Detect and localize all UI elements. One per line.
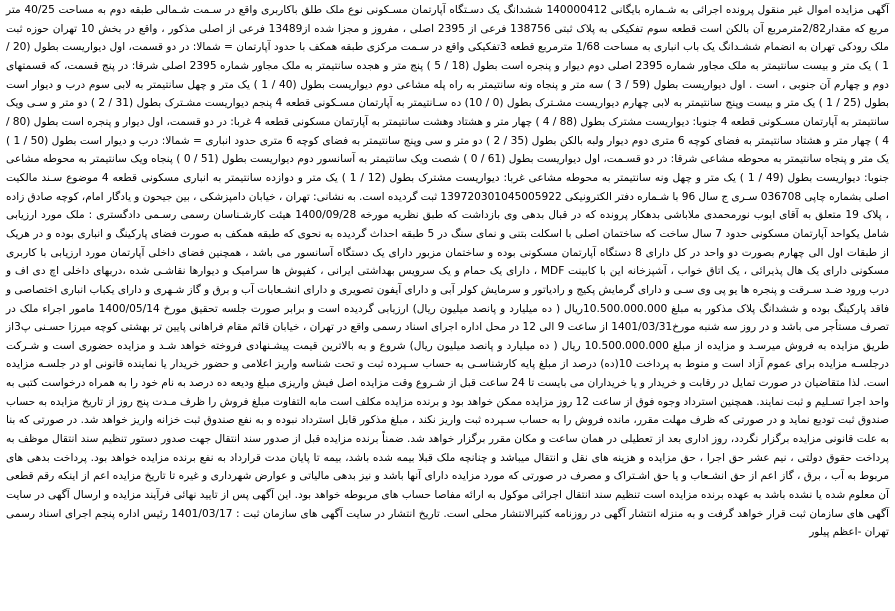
auction-notice-text: آگهی مزایده اموال غیر منقول پرونده اجرائی به شـماره بایگانی 140000412 ششدانگ یک دسـتگاه آپارتمان مسـکونی نوع ملک طلق باکاربری واقع در سـمت شـمالی طبقه دوم به مساحت 40/25 متر مربع که مقدار2/82مترمربع آن بالکن است قطعه سوم تفکیکی به پلاک ثبتی 138756 فرعی از 2395 اصلی ، مفروز و مجزا شده از13489 فرعی از اصلی مذکور ، واقع در بخش 10 تهران حوزه ثبت ملک رودکی تهران به انضمام ششـدانگ یک باب انباری به مساحت 1/68 مترمربع قطعه 3تفکیکی واقع در سـمت مرکزی طبقه همکف با حدود آپارتمان = شمالا: در دو قسمت، اول دیواریست بطول (20 / 1 ) یک متر و بیست سانتیمتر به ملک مجاور شماره 2395 اصلی دوم دیوار و پنجره است بطول (18 / 5 ) پنج متر و هجده سانتیمتر به ملک مجاور شماره 2395 اصلی شرقا: در پنج قسمت، که قسمتهای دوم و چهارم آن جنوبی ، است . اول دیواریست بطول (59 / 3 ) سه متر و پنجاه ونه سانتیمتر به راه پله مشاعی دوم دیواریست بطول (40 / 1 ) یک متر و چهل سانتیمتر به لابی سوم درب و دیوار است بطول (25 / 1 ) یک متر و بیست وپنج سانتیمتر به لابی چهارم دیواریست مشـترک بطول (0 / 10) ده سـانتیمتر به آپارتمان مسـکونی قطعه 4 پنجم دیواریست مشـترک بطول (31 / 2 ) دو متر و سـی ویک سانتیمتر به آپارتمان مسـکونی قطعه 4 جنوبا: دیواریست مشترک بطول (88 / 4 ) چهار متر و هشتاد وهشت سانتیمتر به آپارتمان مسکونی قطعه 4 غربا: در دو قسمت، اول دیوار و پنجره است بطول (80 / 4 ) چهار متر و هشتاد سانتیمتر به فضای کوچه 6 متری دوم دیوار ولبه بالکن بطول (35 / 2 ) دو متر و سی وپنج سانتیمتر به فضای کوچه 6 متری حدود انباری = شمالا: درب و دیوار است بطول (50 / 1 ) یک متر و پنجاه سانتیمتر به محوطه مشاعی شرقا: در دو قسـمت، اول دیواریست بطول (61 / 0 ) شصت ویک سانتیمتر به آسانسور دوم دیواریست بطول (51 / 0 ) پنجاه ویک سانتیمتر به محوطه مشاعی جنوبا: دیواریست بطول (49 / 1 ) یک متر و چهل ونه سانتیمتر به محوطه مشاعی غربا: دیواریست مشترک بطول (12 / 1 ) یک متر و دوازده سانتیمتر به انباری مسکونی قطعه 4 موضوع سـند مالکیت اصلی بشماره چاپی 036708 سـری ج سال 96 با شـماره دفتر الکترونیکی 139720301045005922 ثبت گردیده است. به نشانی: تهران ، خیابان دامپزشکی ، بین جیحون و یادگار امام، کوچه صادق زاده ، پلاک 19 متعلق به آقای ایوب نورمحمدی ملاباشی بدهکار پرونده که در قبال بدهی وی بازداشت که طبق نظریه مورخه 1400/09/28 هیئت کارشـناسان رسمی رسـمی دادگستری : ملک مورد ارزیابی شامل یکواحد آپارتمان مسکونی حدود 7 سال ساخت که ساختمان اصلی با اسکلت بتنی و نمای سنگ در 5 طبقه احداث گردیده به نحوی که طبقه همکف به صورت فضای پارکینگ و انباری بوده و در هریک از طبقات اول الی چهارم بصورت دو واحد در کل دارای 8 دستگاه آپارتمان مسکونی بوده و ساختمان مزبور دارای یک دستگاه آسانسور می باشد ، همچنین فضای داخلی آپارتمان مورد ارزیابی با کاربری مسکونی دارای یک هال پذیرائی ، یک اتاق خواب ، آشپزخانه این با کابینت MDF ، دارای یک حمام و یک سرویس بهداشتی ایرانی ، کفپوش ها سرامیک و دیوارها نقاشـی شده ،دربهای داخلی اچ دی اف و درب ورود ضـد سـرقت و پنجره ها یو پی وی سـی و دارای گرمایش پکیج و رادیاتور و سرمایش کولر آبی و دارای آیفون تصویری و دارای انشـعابات آب و برق و گاز شـهری و دارای یکباب انباری اختصاصی و فاقد پارکینگ بوده و ششدانگ پلاک مذکور به مبلغ 10.500.000.000ریال ( ده میلیارد و پانصد میلیون ریال) ارزیابی گردیده است و برابر صورت جلسه تحقیق مورخ 1400/05/14 مامور اجراء ملک در تصرف مستأجر می باشد و در روز سه شنبه مورخ1401/03/31 از ساعت 9 الی 12 در محل اداره اجرای اسناد رسمی واقع در تهران ، خیابان قائم مقام فراهانی پایین تر بهشتی کوچه میرزا حسـنی پ3از طریق مزایده به فروش میرسـد و مزایده از مبلغ 10.500.000.000 ریال ( ده میلیارد و پانصد میلیون ریال) شروع و به بالاترین قیمت پیشـنهادی فروخته خواهد شـد و مزایده حضوری است و شـرکت درجلسـه مزایده برای عموم آزاد است و منوط به پرداخت 10(ده) درصد از مبلغ پایه کارشناسـی به حساب سـپرده ثبت و تحت شناسه واریز اعلامی و حضور خریدار یا نماینده قانونی او در جلسـه مزایده است. لذا متقاضیان در صورت تمایل در رقابت و خریدار و یا خریداران می بایست تا 24 ساعت قبل از شـروع وقت مزایده اصل فیش واریزی مبلغ ودیعه ده درصد به نام خود را به همراه درخواست کتبی به واحد اجرا تسـلیم و ثبت نمایند. همچنین استرداد وجوه فوق از ساعت 12 روز مزایده ممکن خواهد بود و برنده مزایده مکلف است مابه التفاوت مبلغ فروش را ظرف مـدت پنج روز از تاریخ مزایده به حساب صندوق ثبت تودیع نماید و در صورتی که ظرف مهلت مقرر، مانده فروش را به حساب سـپرده ثبت واریز نکند ، مبلغ مذکور قابل استرداد نبوده و به نفع صندوق ثبت خزانه واریز خواهد شد. در صورتی که بنا به علت قانونی مزایده برگزار نگردد، روز اداری بعد از تعطیلی در همان ساعت و مکان مقرر برگزار خواهد شد. ضمناً برنده مزایده قبل از صدور سند انتقال جهت صدور دستور تنظیم سند انتقال موظف به پرداخت حقوق دولتی ، نیم عشر حق اجرا ، حق مزایده و هزینه های نقل و انتقال میباشد و چنانچه ملک قبلا بیمه شده باشد، بیمه تا پایان مدت قرارداد به نفع برنده مزایده خواهد بود. پرداخت بدهی های مربوط به آب ، برق ، گاز اعم از حق انشـعاب و یا حق اشـتراک و مصرف در صورتی که مورد مزایده دارای آنها باشد و نیز بدهی مالیاتی و عوارض شهرداری و غیره تا تاریخ مزایده اعم از اینکه رقم قطعی آن معلوم شده یا نشده باشد به عهده برنده مزایده است تنظیم سند انتقال اجرائی موکول به ارائه مفاصا حساب های مربوطه خواهد بود. این آگهی پس از تایید نهائی فرآیند مزایده و ارسال آگهی در سایت آگهی های سازمان ثبت قرار خواهد گرفت و به منزله انتشار آگهی در روزنامه کثیرالانتشار محلی است. تاریخ انتشار در سایت آگهی های سازمان ثبت : 1401/03/17 رئیس اداره پنجم اجرای اسناد رسمی تهران -اعظم پیلور — [6, 4, 890, 539]
